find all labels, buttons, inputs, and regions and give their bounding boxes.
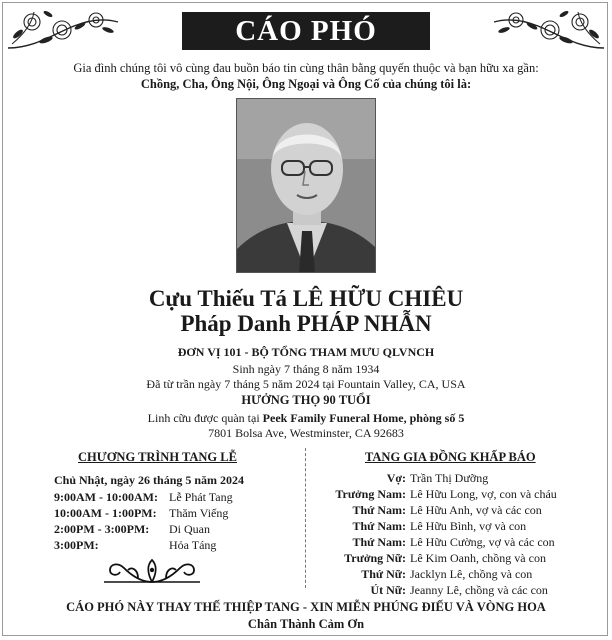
family-name: Lê Hữu Cường, vợ và các con [410, 535, 555, 549]
age-at-death: HƯỞNG THỌ 90 TUỔI [241, 393, 371, 407]
floral-ornament-left-icon [4, 4, 122, 52]
family-role: Thứ Nam: [352, 535, 406, 549]
program-event: Di Quan [169, 522, 210, 536]
funeral-home: Peek Family Funeral Home, phòng số 5 [262, 411, 465, 425]
footer-thanks: Chân Thành Cảm Ơn [247, 617, 365, 631]
column-divider [305, 448, 306, 588]
death-date: Đã từ trần ngày 7 tháng 5 năm 2024 tại Fountain Valley, CA, USA [146, 377, 466, 391]
program-event: Hỏa Táng [169, 538, 217, 552]
intro-relations: Chồng, Cha, Ông Nội, Ông Ngoại và Ông Cố của chúng tôi là: [140, 77, 472, 91]
program-time: 2:00PM - 3:00PM: [54, 522, 150, 536]
program-heading: CHƯƠNG TRÌNH TANG LỄ [78, 450, 237, 464]
title-banner [182, 12, 430, 50]
family-name: Jeanny Lê, chồng và các con [410, 583, 548, 597]
family-role: Vợ: [386, 471, 406, 485]
program-time: 10:00AM - 1:00PM: [54, 506, 157, 520]
family-name: Lê Kim Oanh, chồng và con [410, 551, 546, 565]
footer-notice: CÁO PHÓ NÀY THAY THẾ THIỆP TANG - XIN MIỄN PHÚNG ĐIẾU VÀ VÒNG HOA [66, 600, 546, 614]
page-title: CÁO PHÓ [235, 15, 377, 47]
military-unit: ĐƠN VỊ 101 - BỘ TỔNG THAM MƯU QLVNCH [177, 345, 435, 359]
birth-date: Sinh ngày 7 tháng 8 năm 1934 [232, 362, 380, 376]
family-role: Trưởng Nam: [335, 487, 406, 501]
portrait-photo [236, 98, 376, 273]
program-event: Lễ Phát Tang [169, 490, 233, 504]
family-name: Lê Hữu Long, vợ, con và cháu [410, 487, 557, 501]
family-role: Thứ Nữ: [361, 567, 406, 581]
family-name: Trần Thị Dưỡng [410, 471, 489, 485]
program-date: Chủ Nhật, ngày 26 tháng 5 năm 2024 [54, 473, 245, 487]
deceased-name: Cựu Thiếu Tá LÊ HỮU CHIÊU [148, 286, 464, 311]
family-name: Lê Hữu Bình, vợ và con [410, 519, 527, 533]
dharma-name: Pháp Danh PHÁP NHẪN [180, 311, 432, 336]
portrait-illustration [237, 99, 376, 273]
funeral-prefix: Linh cữu được quàn tại [147, 411, 263, 425]
family-role: Út Nữ: [370, 583, 406, 597]
program-event: Thăm Viếng [169, 506, 229, 520]
family-name: Jacklyn Lê, chồng và con [410, 567, 533, 581]
funeral-address: 7801 Bolsa Ave, Westminster, CA 92683 [208, 426, 404, 440]
family-name: Lê Hữu Anh, vợ và các con [410, 503, 542, 517]
family-role: Thứ Nam: [352, 519, 406, 533]
intro-line: Gia đình chúng tôi vô cùng đau buồn báo tin cùng thân bằng quyến thuộc và bạn hữu xa gần: [73, 61, 539, 75]
family-heading: TANG GIA ĐỒNG KHẤP BÁO [365, 450, 536, 464]
floral-ornament-right-icon [490, 4, 608, 52]
funeral-location [0, 411, 612, 426]
program-time: 3:00PM: [54, 538, 99, 552]
program-time: 9:00AM - 10:00AM: [54, 490, 158, 504]
family-role: Thứ Nam: [352, 503, 406, 517]
scroll-ornament-icon [102, 556, 202, 586]
family-role: Trưởng Nữ: [344, 551, 406, 565]
